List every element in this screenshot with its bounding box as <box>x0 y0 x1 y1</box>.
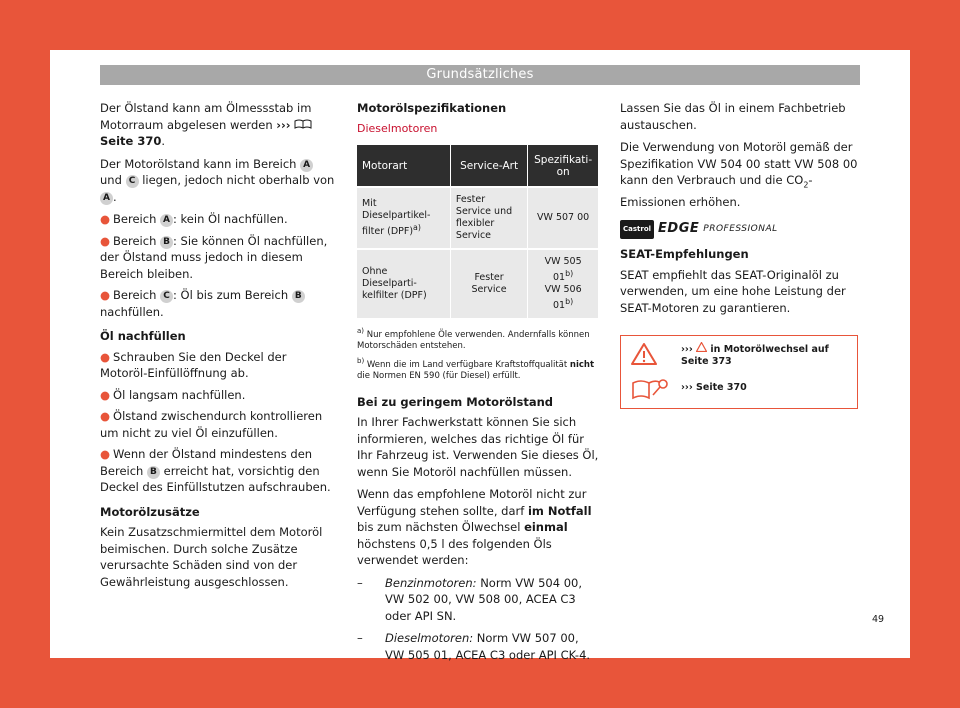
paragraph-range: Der Motorölstand kann im Bereich A und C liegen, jedoch nicht oberhalb von A . <box>100 156 335 204</box>
marker-a: A <box>160 214 173 227</box>
book-reference[interactable]: ››› Seite 370 <box>631 378 747 404</box>
table-cell: VW 505 01$^{b)}$ VW 506 01$^{b)}$ <box>528 249 599 318</box>
heading-spezifikationen: Motorölspezifikationen <box>357 101 507 115</box>
bullet-icon: ● <box>100 233 111 248</box>
heading-empfehlungen: SEAT-Empfehlungen <box>620 247 749 262</box>
list-item: ● Bereich B : Sie können Öl nachfüllen, der Ölstand muss jedoch in diesem Bereich bleiben. <box>100 233 328 281</box>
paragraph-fachbetrieb: Lassen Sie das Öl in einem Fachbetrieb austauschen. <box>620 101 846 132</box>
section-header: Grundsätzliches <box>100 65 860 85</box>
paragraph-gering-1: In Ihrer Fachwerkstatt können Sie sich informieren, welches das richtige Öl für Ihr Fahrzeug ist. Verwenden Sie dieses Öl, wenn Sie Motoröl nachfüllen müssen. <box>357 415 599 479</box>
list-item: ● Schrauben Sie den Deckel der Motoröl-Einfüllöffnung ab. <box>100 349 287 380</box>
bullet-icon: ● <box>100 409 111 423</box>
bullet-icon: ● <box>100 349 111 364</box>
page-reference[interactable]: Seite 370 <box>100 134 162 148</box>
column-1 <box>100 100 336 596</box>
marker-a: A <box>300 159 313 172</box>
list-item: – Dieselmotoren: Norm VW 507 00, VW 505 01, ACEA C3 oder API CK-4. <box>357 631 591 662</box>
list-item: ● Öl langsam nachfüllen. <box>100 387 246 402</box>
page <box>50 50 910 662</box>
paragraph-dipstick: Der Ölstand kann am Ölmessstab im Motorraum abgelesen werden ››› Seite 370. <box>100 101 312 148</box>
page-number: 49 <box>872 614 885 625</box>
table-cell: Ohne Dieselpartikelfilter (DPF) <box>357 249 450 318</box>
bullet-icon: ● <box>100 288 111 302</box>
warning-icon <box>631 342 681 370</box>
reference-box <box>620 335 858 409</box>
castrol-edge-logo: Castrol EDGE PROFESSIONAL <box>620 222 860 236</box>
heading-nachfuellen: Öl nachfüllen <box>100 329 186 343</box>
list-item: ● Bereich A : kein Öl nachfüllen. <box>100 212 288 226</box>
table-header: Motorart <box>357 145 450 187</box>
table-cell: Fester Service <box>450 249 527 318</box>
paragraph-verbrauch: Die Verwendung von Motoröl gemäß der Spezifikation VW 504 00 statt VW 508 00 kann den Verbrauch und die $CO_2$-Emissionen erhöhen. <box>620 140 858 209</box>
table-cell: VW 507 00 <box>528 187 599 249</box>
table-row <box>357 249 599 318</box>
list-item: ● Wenn der Ölstand mindestens den Bereich B erreicht hat, vorsichtig den Deckel des Einfüllstutzen aufschrauben. <box>100 447 331 494</box>
bullet-icon: ● <box>100 212 111 226</box>
book-wrench-icon <box>631 378 681 404</box>
marker-b: B <box>160 236 173 249</box>
bullet-icon: ● <box>100 387 111 402</box>
table-header: Service-Art <box>450 145 527 187</box>
heading-zusaetze: Motorölzusätze <box>100 504 200 519</box>
subheading-dieselmotoren: Dieselmotoren <box>357 121 438 135</box>
table-cell: Mit Dieselpartikelfilter (DPF)$^{a)}$ <box>357 187 450 249</box>
spec-table <box>357 145 599 318</box>
warning-small-icon <box>696 342 707 352</box>
column-2 <box>357 100 599 669</box>
book-icon <box>294 119 312 129</box>
marker-c: C <box>160 290 173 303</box>
column-3 <box>620 100 860 322</box>
marker-a: A <box>100 192 113 205</box>
marker-b: B <box>292 290 305 303</box>
footnote-a: $^{a)}$ Nur empfohlene Öle verwenden. Andernfalls können Motorschäden entstehen. <box>357 327 590 352</box>
list-item: ● Ölstand zwischendurch kontrollieren um nicht zu viel Öl einzufüllen. <box>100 409 323 440</box>
paragraph-gering-2: Wenn das empfohlene Motoröl nicht zur Verfügung stehen sollte, darf im Notfall bis zum nächsten Ölwechsel einmal höchstens 0,5 l des folgenden Öls verwendet werden: <box>357 487 592 568</box>
warning-reference[interactable]: ››› in Motorölwechsel auf Seite 373 <box>631 342 851 370</box>
paragraph-empfehlungen: SEAT empfiehlt das SEAT-Originalöl zu verwenden, um eine hohe Leistung der SEAT-Motoren zu garantieren. <box>620 267 846 315</box>
table-header: Spezifikation <box>528 145 599 187</box>
paragraph-zusaetze: Kein Zusatzschmiermittel dem Motoröl beimischen. Durch solche Zusätze verursachte Schäden sind von der Gewährleistung ausgeschlossen. <box>100 525 323 589</box>
arrows-ref: ››› <box>276 117 291 132</box>
table-row <box>357 187 599 249</box>
marker-c: C <box>126 175 139 188</box>
marker-b: B <box>147 466 160 479</box>
list-item: – Benzinmotoren: Norm VW 504 00, VW 502 00, VW 508 00, ACEA C3 oder API SN. <box>357 575 582 623</box>
footnote-b: $^{b)}$ Wenn die im Land verfügbare Kraftstoffqualität nicht die Normen EN 590 (für Diesel) erfüllt. <box>357 357 595 381</box>
bullet-icon: ● <box>100 447 111 461</box>
list-item: ● Bereich C : Öl bis zum Bereich B nachfüllen. <box>100 287 336 320</box>
table-cell: Fester Service und flexibler Service <box>450 187 527 249</box>
heading-gering: Bei zu geringem Motorölstand <box>357 394 554 409</box>
